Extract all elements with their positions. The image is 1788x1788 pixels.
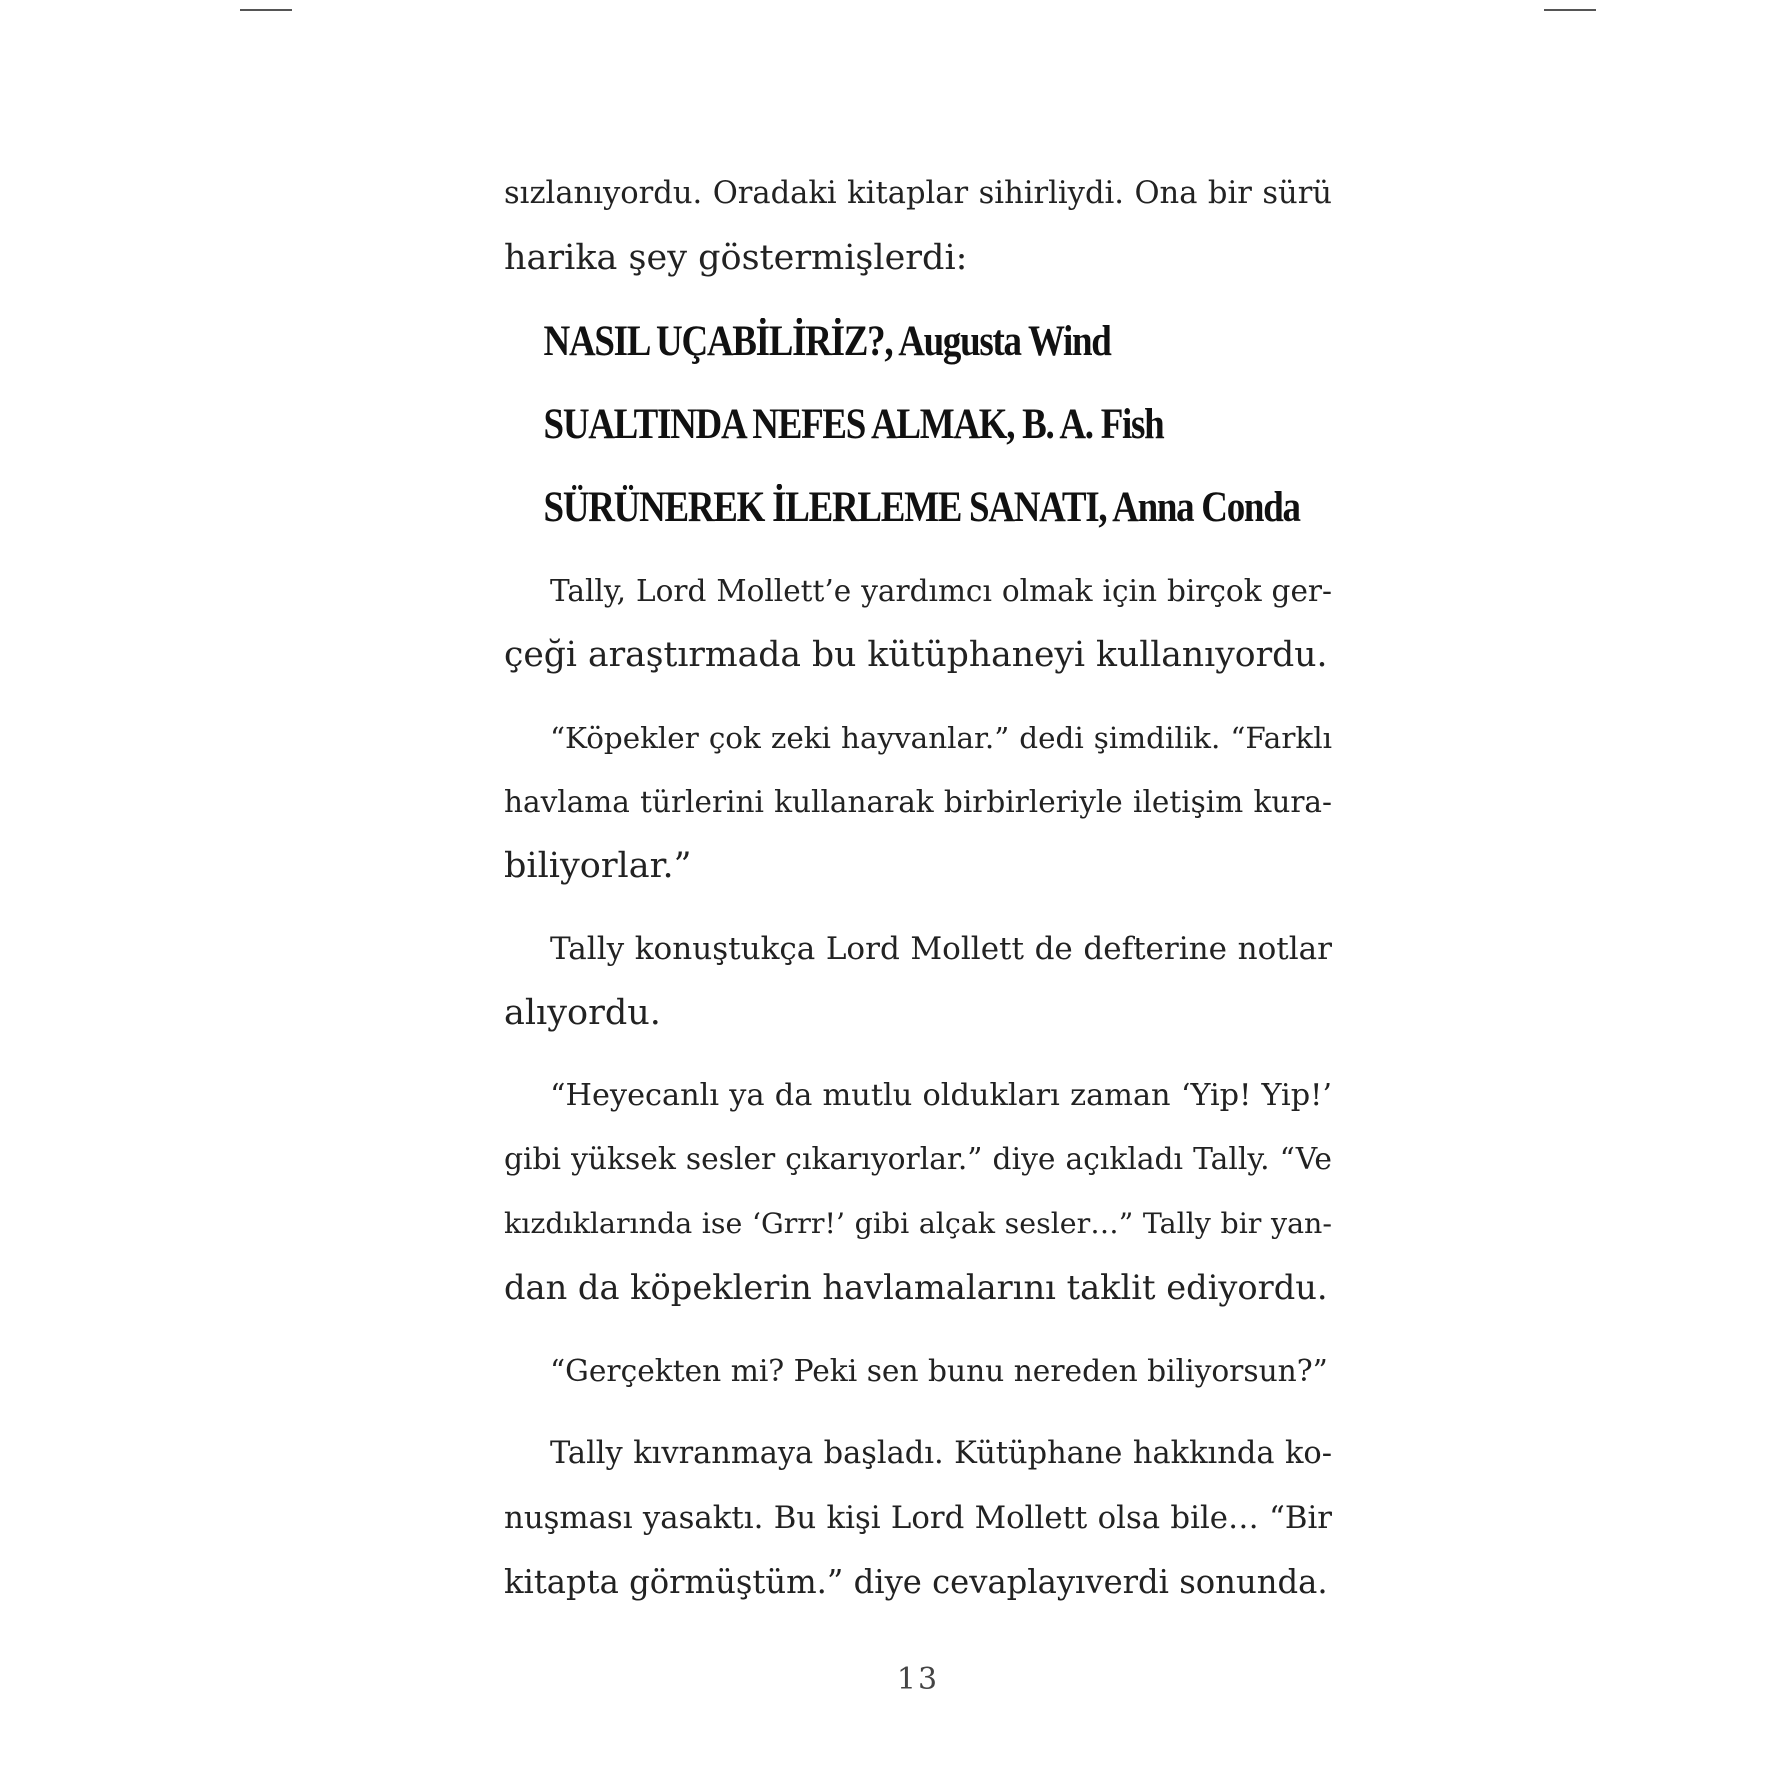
book-title: SUALTINDA NEFES ALMAK, B. A. Fish xyxy=(543,401,1164,448)
paragraph xyxy=(504,917,1332,1045)
text-line: çeği araştırmada bu kütüphaneyi kullanıyordu. xyxy=(504,635,1328,675)
paragraph xyxy=(504,1064,1332,1320)
paragraph xyxy=(504,706,1332,898)
paragraph xyxy=(504,1422,1332,1614)
text-line: Tally konuştukça Lord Mollett de defterine notlar xyxy=(550,931,1332,967)
paragraph xyxy=(504,559,1332,687)
book-title: SÜRÜNEREK İLERLEME SANATI, Anna Conda xyxy=(543,484,1300,531)
book-title: NASIL UÇABİLİRİZ?, Augusta Wind xyxy=(543,318,1111,365)
text-line: nuşması yasaktı. Bu kişi Lord Mollett olsa bile… “Bir xyxy=(504,1500,1332,1536)
text-line: gibi yüksek sesler çıkarıyorlar.” diye açıkladı Tally. “Ve xyxy=(504,1142,1332,1177)
paragraph xyxy=(504,1339,1332,1403)
opening-paragraph xyxy=(504,162,1332,290)
text-line: “Köpekler çok zeki hayvanlar.” dedi şimdilik. “Farklı xyxy=(550,721,1332,755)
text-line: alıyordu. xyxy=(504,993,661,1033)
crop-mark-right xyxy=(1544,9,1596,11)
text-line: kızdıklarında ise ‘Grrr!’ gibi alçak sesler…” Tally bir yan- xyxy=(504,1207,1332,1240)
text-line: Tally, Lord Mollett’e yardımcı olmak için birçok ger- xyxy=(550,574,1332,608)
text-line: harika şey göstermişlerdi: xyxy=(504,238,968,278)
body-text xyxy=(504,162,1332,1614)
text-line: Tally kıvranmaya başladı. Kütüphane hakkında ko- xyxy=(550,1436,1332,1471)
text-line: kitapta görmüştüm.” diye cevaplayıverdi sonunda. xyxy=(504,1563,1328,1601)
text-line: biliyorlar.” xyxy=(504,846,692,886)
crop-mark-left xyxy=(240,9,292,11)
text-line: havlama türlerini kullanarak birbirleriyle iletişim kura- xyxy=(504,785,1332,819)
text-line: “Heyecanlı ya da mutlu oldukları zaman ‘Yip! Yip!’ xyxy=(550,1078,1332,1113)
page-number: 13 xyxy=(896,1662,940,1697)
text-line: sızlanıyordu. Oradaki kitaplar sihirliydi. Ona bir sürü xyxy=(504,176,1332,211)
text-line: “Gerçekten mi? Peki sen bunu nereden biliyorsun?” xyxy=(550,1353,1328,1388)
book-title-list xyxy=(504,310,1332,559)
text-line: dan da köpeklerin havlamalarını taklit ediyordu. xyxy=(504,1268,1328,1307)
